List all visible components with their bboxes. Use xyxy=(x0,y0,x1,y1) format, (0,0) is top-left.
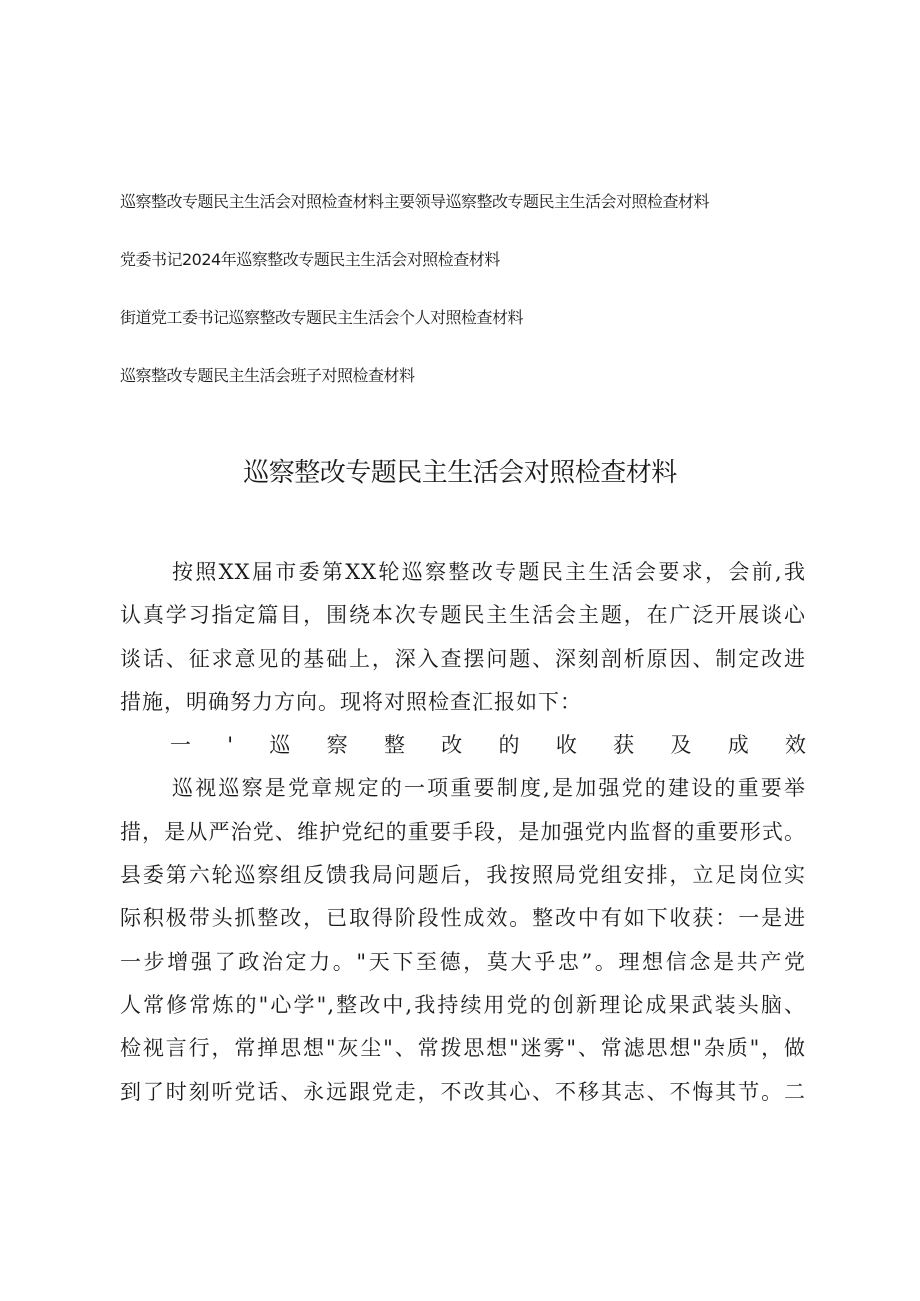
paragraph-line: 巡视巡察是党章规定的一项重要制度,是加强党的建设的重要举 xyxy=(172,776,806,801)
paragraph-line: 按照XX届市委第XX轮巡察整改专题民主生活会要求，会前,我 xyxy=(172,560,806,584)
section-heading: 一'巡察整改的收获及成效 xyxy=(170,733,806,758)
document-body xyxy=(120,551,806,1114)
related-document-title: 街道党工委书记巡察整改专题民主生活会个人对照检查材料 xyxy=(120,308,524,327)
paragraph-line: 县委第六轮巡察组反馈我局问题后，我按照局党组安排，立足岗位实 xyxy=(120,863,806,888)
related-documents-list xyxy=(120,190,820,422)
paragraph-line: 到了时刻听党话、永远跟党走，不改其心、不移其志、不悔其节。二 xyxy=(120,1079,806,1104)
paragraph-line: 一步增强了政治定力。"天下至德，莫大乎忠”。理想信念是共产党 xyxy=(120,949,806,974)
related-document-title: 党委书记2024年巡察整改专题民主生活会对照检查材料 xyxy=(120,250,500,269)
paragraph-line: 措，是从严治党、维护党纪的重要手段，是加强党内监督的重要形式。 xyxy=(120,819,806,844)
paragraph-line: 际积极带头抓整改，已取得阶段性成效。整改中有如下收获：一是进 xyxy=(120,906,806,931)
paragraph-line: 人常修常炼的"心学",整改中,我持续用党的创新理论成果武装头脑、 xyxy=(120,992,806,1017)
paragraph-line: 认真学习指定篇目，围绕本次专题民主生活会主题，在广泛开展谈心 xyxy=(120,603,806,628)
paragraph-line: 谈话、征求意见的基础上，深入查摆问题、深刻剖析原因、制定改进 xyxy=(120,646,806,671)
related-document-title: 巡察整改专题民主生活会班子对照检查材料 xyxy=(120,366,415,385)
paragraph-line: 检视言行，常掸思想"灰尘"、常拨思想"迷雾"、常滤思想"杂质"，做 xyxy=(120,1036,806,1061)
document-title: 巡察整改专题民主生活会对照检查材料 xyxy=(243,458,677,488)
paragraph-line: 措施，明确努力方向。现将对照检查汇报如下： xyxy=(120,689,582,714)
related-document-title: 巡察整改专题民主生活会对照检查材料主要领导巡察整改专题民主生活会对照检查材料 xyxy=(120,192,710,211)
